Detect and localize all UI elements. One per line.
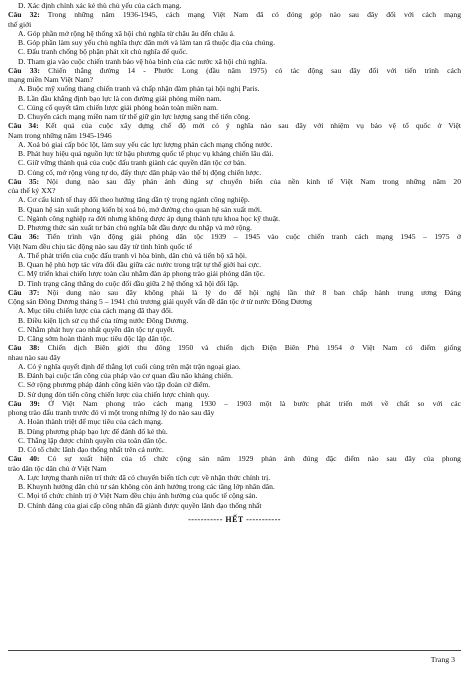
answer-option [8,1,461,10]
question-line [8,186,461,195]
line-text: A. Lực lượng thanh niên trí thức đã có chuyển biến tích cực về nhận thức chính trị. [18,472,271,482]
line-text: D. Tham gia vào cuộc chiến tranh bảo vệ hòa bình của các nước xã hội chủ nghĩa. [18,56,268,66]
line-text: D. Căng sớm hoàn thành mục tiêu độc lập dân tộc. [18,334,172,343]
line-text: Tiến trình vận động giải phóng dân tộc 1939 – 1945 vào cuộc chiến tranh cách mạng 1945 – 1975 ở [46,232,461,242]
end-mark: ----------- HẾT ----------- [188,514,281,524]
question-line [8,399,461,408]
line-text: C. Mỹ triển khai chiến lược toàn cầu nhằm đàn áp phong trào giải phóng dân tộc. [18,269,265,279]
answer-option [8,445,461,454]
line-text: C. Nhằm phát huy cao nhất quyền dân tộc tự quyết. [18,324,175,334]
question-line [8,121,461,130]
line-text: D. Xác định chính xác kẻ thù chủ yếu của cách mạng. [18,1,182,10]
line-text: thế giới [8,19,32,29]
answer-option [8,57,461,66]
question-line [8,297,461,306]
line-text: D. Sử dụng đòn tiến công chiến lược của chiến lược chính quy. [18,389,210,399]
question-number: Câu 34: [8,121,39,131]
answer-option [8,149,461,158]
line-text: B. Lần đầu khẳng định bạo lực là con đường giải phóng miền nam. [18,93,222,103]
line-text: Chiến thắng đường 14 - Phước Long (đầu năm 1975) có tác động sau đây đối với tiến trình cách [48,65,461,75]
line-text: Nội dung nào sau đây phản ánh đúng sự chuyển biến của nền kinh tế Việt Nam trong những năm 20 [46,176,461,186]
line-text: C. Đấu tranh chống bộ phận phát xít chủ nghĩa đế quốc. [18,47,188,57]
line-text: C. Củng cố quyết tâm chiến lược giải phóng hoàn toàn miền nam. [18,102,219,112]
page-number: Trang 3 [430,655,455,664]
line-text: D. Củng cố, mở rộng vùng tự do, đẩy thực dân pháp vào thế bị động chiến lược. [18,167,262,177]
answer-option [8,103,461,112]
answer-option [8,214,461,223]
answer-option [8,316,461,325]
question-line [8,131,461,140]
line-text: B. Góp phần làm suy yếu chủ nghĩa thực dân mới và làm tan rã thuộc địa của chúng. [18,38,275,47]
line-text: C. Ngành công nghiệp ra đời nhưng không được áp dụng thành tựu khoa học kỹ thuật. [18,213,281,223]
line-text: C. Thắng lập được chính quyền của toàn dân tộc. [18,435,168,445]
line-text: B. Điều kiện lịch sử cụ thể của từng nước Đông Dương. [18,315,189,325]
answer-option [8,140,461,149]
line-text: C. Giữ vững thành quả của cuộc đấu tranh giành các quyền dân tộc cơ bản. [18,158,246,168]
line-text: nhau nào sau đây [8,352,61,362]
question-line [8,242,461,251]
line-text: Ở Việt Nam phong trào cách mạng 1930 – 1903 một là bước phát triển mới về chất so với các [48,398,461,408]
line-text: Có sự xuất hiện của tổ chức cộng sản năm 1929 phản ánh đúng đặc điểm nào sau đây của phong [47,454,461,464]
line-text: D. Có tổ chức lãnh đạo thống nhất trên cả nước. [18,445,164,454]
answer-option [8,482,461,491]
answer-option [8,436,461,445]
line-text: B. Phát huy hiệu quả nguồn lực từ hậu phương quốc tế phục vụ kháng chiến lâu dài. [18,149,274,158]
line-text: Nội dung nào sau đây không phải là lý do để hội nghị lần thứ 8 ban chấp hành trung ương Đảng [47,287,461,297]
line-text: A. Xoá bỏ giai cấp bóc lột, làm suy yếu các lực lượng phản cách mạng chống nước. [18,139,273,149]
line-text: Kết quả của cuộc xây dựng chế độ mới có ý nghĩa nào sau đây với nhiệm vụ bảo vệ tổ quốc ở Việt [45,121,461,131]
question-line [8,232,461,241]
answer-option [8,427,461,436]
answer-option [8,168,461,177]
line-text: A. Cơ cấu kinh tế thay đổi theo hướng tăng dần tỷ trọng ngành công nghiệp. [18,195,250,205]
line-text: A. Góp phần mở rộng hệ thống xã hội chủ nghĩa từ châu âu đến châu á. [18,28,235,38]
line-text: B. Khuynh hướng dân chủ tư sản không còn ảnh hưởng trong các tầng lớp nhân dân. [18,482,275,491]
answer-option [8,417,461,426]
question-line [8,10,461,19]
answer-option [8,223,461,232]
question-number: Câu 37: [8,287,40,297]
answer-option [8,251,461,260]
answer-option [8,325,461,334]
answer-option [8,279,461,288]
line-text: B. Dùng phương pháp bạo lực để đánh đổ kẻ thù. [18,426,168,436]
line-text: D. Phương thức sản xuất tư bản chủ nghĩa bắt đầu được du nhập và mở rộng. [18,223,252,232]
answer-option [8,473,461,482]
line-text: A. Buộc mỹ xuống thang chiến tranh và chấp nhận đàm phán tại hội nghị Paris. [18,84,260,94]
line-text: Trong những năm 1936-1945, cách mạng Việt Nam đã có đóng góp nào sau đây đối với cách mạng [47,10,461,20]
line-text: B. Quan hệ phù hợp tác vừa đối đầu giữa các nước trong trật tự thế giới hai cực. [18,260,262,269]
line-text: Việt Nam đều chịu tác động nào sau đây từ tình hình quốc tế [8,241,192,251]
question-line [8,454,461,463]
question-number: Câu 38: [8,343,40,353]
line-text: Nam trong những năm 1945-1946 [8,130,112,140]
footer-divider [8,650,461,651]
line-text: của thế kỷ XX? [8,186,56,195]
answer-option [8,195,461,204]
answer-option [8,390,461,399]
answer-option [8,112,461,121]
answer-option [8,29,461,38]
line-text: A. Mục tiêu chiến lược của cách mạng đã thay đổi. [18,306,173,316]
line-text: C. Sở rộng phương pháp đánh công kiên vào tập đoàn cứ điểm. [18,380,211,390]
line-text: A. Có ý nghĩa quyết định để thắng lợi cuối cùng trên mặt trận ngoại giao. [18,361,241,371]
answer-option [8,47,461,56]
line-text: Chiến dịch Biên giới thu đông 1950 và chiến dịch Điện Biên Phủ 1954 ở Việt Nam có điểm giống [47,343,461,353]
question-number: Câu 40: [8,454,40,464]
question-line [8,177,461,186]
question-line [8,75,461,84]
answer-option [8,84,461,93]
line-text: A. Hoàn thành triệt để mục tiêu của cách mạng. [18,417,163,427]
question-number: Câu 32: [8,10,40,20]
line-text: D. Chuyển cách mạng miền nam từ thế giữ gìn lực lượng sang thế tiến công. [18,112,251,121]
line-text: A. Thế phát triển của cuộc đấu tranh vì hòa bình, dân chủ và tiến bộ xã hội. [18,250,247,260]
answer-option [8,205,461,214]
question-number: Câu 35: [8,176,40,186]
answer-option [8,380,461,389]
answer-option [8,260,461,269]
question-line [8,353,461,362]
line-text: phong trào đấu tranh trước đó vì một trong những lý do nào sau đây [8,408,215,417]
answer-option [8,334,461,343]
line-text: D. Chính đảng của giai cấp công nhân đã giành được quyền lãnh đạo thống nhất [18,500,262,510]
answer-option [8,491,461,500]
answer-option [8,158,461,167]
line-text: B. Đánh bại cuộc tấn công của pháp vào cơ quan đầu não kháng chiến. [18,371,233,380]
answer-option [8,269,461,278]
line-text: D. Tình trạng căng thẳng do cuộc đối đầu giữa 2 hệ thống xã hội đối lập. [18,278,239,288]
answer-option [8,371,461,380]
line-text: B. Quan hệ sản xuất phong kiến bị xoá bỏ, mở đường cho quan hệ sản xuất mới. [18,204,262,214]
line-text: C. Mọi tổ chức chính trị ở Việt Nam đều chịu ảnh hưởng của quốc tế cộng sản. [18,491,258,501]
line-text: Cộng sản Đông Dương tháng 5 – 1941 chủ trương giải quyết vấn đề dân tộc ở từ nước Đông Dương [8,297,312,306]
question-line [8,20,461,29]
question-line [8,408,461,417]
line-text: trào dân tộc dân chủ ở Việt Nam [8,463,107,473]
question-line [8,343,461,352]
question-number: Câu 33: [8,65,40,75]
answer-option [8,306,461,315]
question-number: Câu 39: [8,398,40,408]
question-line [8,66,461,75]
answer-option [8,38,461,47]
answer-option [8,362,461,371]
question-line [8,464,461,473]
exam-body [8,1,461,510]
question-number: Câu 36: [8,232,40,242]
question-line [8,288,461,297]
answer-option [8,94,461,103]
line-text: mạng miền Nam Việt Nam? [8,75,94,84]
answer-option [8,501,461,510]
